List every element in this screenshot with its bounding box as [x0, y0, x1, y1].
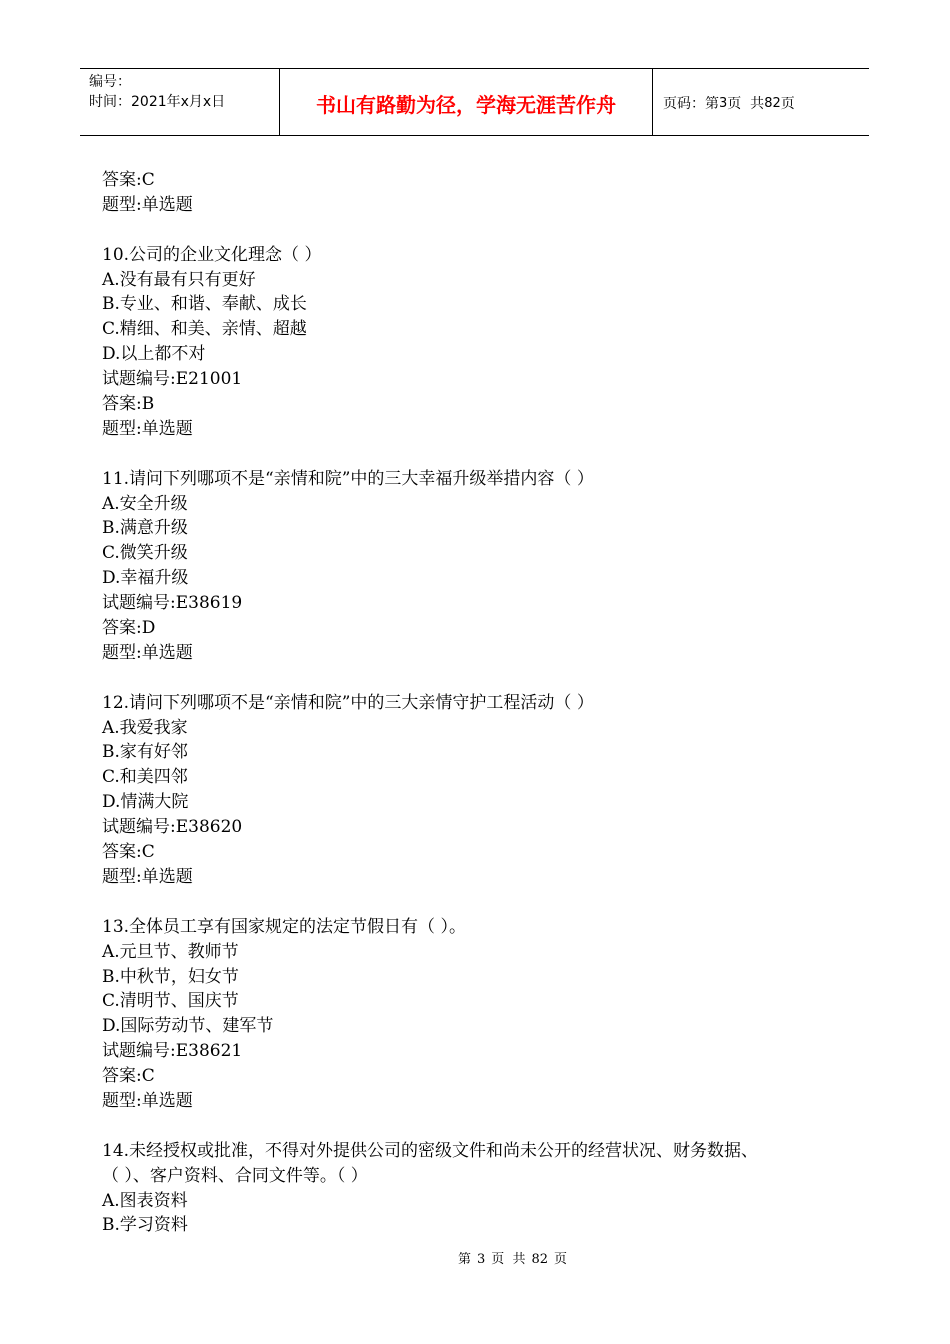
type-line: 题型:单选题	[102, 866, 193, 887]
answer-line: 答案:B	[102, 394, 155, 415]
type-line: 题型:单选题	[102, 418, 193, 439]
question-code: 试题编号:E38620	[102, 817, 243, 838]
question-stem: 14.未经授权或批准，不得对外提供公司的密级文件和尚未公开的经营状况、财务数据、	[102, 1140, 759, 1161]
option-a: A.安全升级	[102, 493, 188, 514]
type-line: 题型:单选题	[102, 1090, 193, 1111]
footer-current: 3	[476, 1252, 486, 1267]
option-d: D.以上都不对	[102, 344, 206, 365]
option-b: B.中秋节，妇女节	[102, 966, 239, 987]
answer-line: 答案:C	[102, 842, 155, 863]
header-time-label: 时间：2021年x月x日	[89, 94, 226, 110]
header-page-info	[653, 69, 869, 135]
answer-line: 答案:C	[102, 1066, 155, 1087]
page-footer	[0, 1248, 950, 1267]
header-page-label: 页码：第	[663, 96, 719, 112]
question-stem: 13.全体员工享有国家规定的法定节假日有（ ）。	[102, 916, 466, 937]
footer-pre: 第	[457, 1252, 471, 1267]
type-line: 题型:单选题	[102, 642, 193, 663]
option-c: C.微笑升级	[102, 543, 188, 564]
option-b: B.满意升级	[102, 518, 188, 539]
header-page-current: 3	[719, 95, 728, 111]
document-body	[102, 168, 862, 1238]
header-motto: 书山有路勤为径，学海无涯苦作舟	[280, 69, 653, 135]
option-d: D.幸福升级	[102, 568, 189, 589]
header-page-end: 页	[780, 96, 795, 112]
page-header	[80, 68, 869, 136]
header-page-mid: 页 共	[727, 96, 765, 112]
answer-line: 答案:C	[102, 170, 155, 190]
question-code: 试题编号:E38619	[102, 593, 243, 614]
header-page-total: 82	[764, 95, 781, 111]
footer-mid: 页 共	[491, 1252, 526, 1267]
option-c: C.精细、和美、亲情、超越	[102, 319, 307, 340]
header-left-cell	[80, 69, 280, 135]
question-stem-continued: （ ）、客户资料、合同文件等。（ ）	[102, 1165, 368, 1186]
footer-total: 82	[531, 1252, 549, 1267]
answer-line: 答案:D	[102, 618, 156, 639]
option-a: A.图表资料	[102, 1190, 188, 1211]
option-c: C.和美四邻	[102, 767, 188, 788]
option-a: A.我爱我家	[102, 717, 188, 738]
header-number-label: 编号：	[89, 74, 131, 90]
question-stem: 12.请问下列哪项不是“亲情和院”中的三大亲情守护工程活动（ ）	[102, 692, 594, 713]
footer-post: 页	[554, 1252, 568, 1267]
question-stem: 10.公司的企业文化理念（ ）	[102, 244, 322, 265]
option-a: A.元旦节、教师节	[102, 941, 239, 962]
option-b: B.学习资料	[102, 1215, 188, 1236]
question-code: 试题编号:E38621	[102, 1041, 243, 1062]
question-code: 试题编号:E21001	[102, 369, 243, 390]
option-d: D.情满大院	[102, 792, 189, 813]
option-c: C.清明节、国庆节	[102, 991, 239, 1012]
type-line: 题型:单选题	[102, 194, 193, 215]
option-b: B.专业、和谐、奉献、成长	[102, 294, 307, 315]
option-b: B.家有好邻	[102, 742, 188, 763]
option-d: D.国际劳动节、建军节	[102, 1016, 274, 1037]
question-stem: 11.请问下列哪项不是“亲情和院”中的三大幸福升级举措内容（ ）	[102, 468, 594, 489]
option-a: A.没有最有只有更好	[102, 269, 256, 290]
